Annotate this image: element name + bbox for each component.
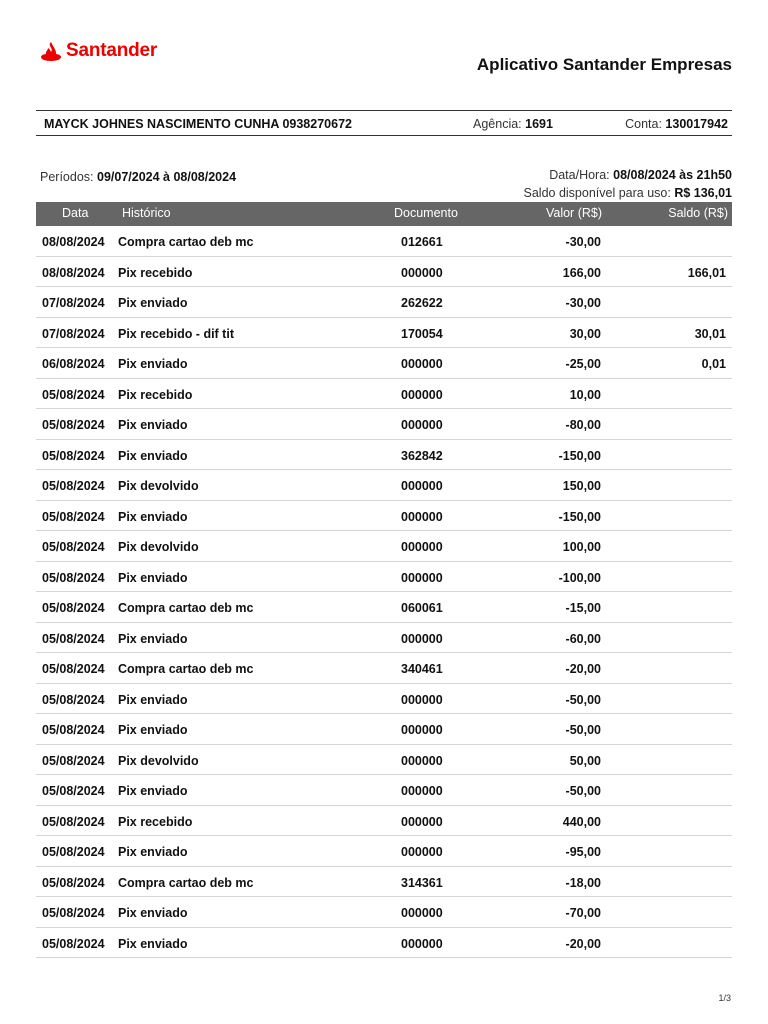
- conta-value: 130017942: [665, 117, 728, 131]
- table-row: [36, 806, 732, 837]
- cell-documento: 170054: [401, 326, 443, 341]
- cell-historico: Pix enviado: [118, 418, 188, 432]
- table-row: [36, 470, 732, 501]
- cell-data: 05/08/2024: [42, 784, 105, 798]
- period-value: 09/07/2024 à 08/08/2024: [97, 170, 237, 184]
- available-balance-label: Saldo disponível para uso:: [523, 186, 671, 200]
- column-header-historico: Histórico: [122, 206, 171, 220]
- cell-documento: 000000: [401, 509, 443, 524]
- flame-icon: [40, 40, 62, 62]
- table-row: [36, 501, 732, 532]
- available-balance-value: R$ 136,01: [674, 186, 732, 200]
- cell-historico: Pix enviado: [118, 784, 188, 798]
- cell-historico: Pix enviado: [118, 357, 188, 371]
- cell-historico: Pix recebido: [118, 387, 193, 402]
- cell-historico: Pix enviado: [118, 631, 188, 646]
- cell-valor: -150,00: [558, 509, 601, 524]
- table-row: [36, 562, 732, 593]
- cell-valor: 10,00: [569, 387, 601, 402]
- cell-documento: 000000: [401, 936, 443, 951]
- cell-valor: -50,00: [565, 692, 601, 707]
- table-row: [36, 531, 732, 562]
- cell-data: 05/08/2024: [42, 631, 105, 646]
- cell-data: 08/08/2024: [42, 235, 105, 249]
- cell-valor: -150,00: [558, 448, 601, 463]
- cell-historico: Compra cartao deb mc: [118, 601, 254, 615]
- table-row: [36, 257, 732, 288]
- cell-data: 05/08/2024: [42, 662, 105, 676]
- page-number: 1/3: [718, 993, 731, 1003]
- cell-data: 05/08/2024: [42, 479, 105, 493]
- table-row: [36, 348, 732, 379]
- santander-logo: [40, 38, 157, 64]
- cell-data: 07/08/2024: [42, 296, 105, 310]
- cell-documento: 000000: [401, 570, 443, 585]
- table-row: [36, 653, 732, 684]
- cell-historico: Pix devolvido: [118, 753, 199, 768]
- cell-valor: 100,00: [562, 540, 601, 554]
- cell-historico: Pix devolvido: [118, 540, 199, 554]
- agencia-value: 1691: [525, 117, 553, 131]
- cell-data: 05/08/2024: [42, 448, 105, 463]
- cell-documento: 000000: [401, 753, 443, 768]
- cell-valor: -25,00: [565, 357, 601, 371]
- cell-data: 05/08/2024: [42, 601, 105, 615]
- cell-historico: Pix recebido - dif tit: [118, 326, 234, 341]
- table-row: [36, 379, 732, 410]
- table-row: [36, 226, 732, 257]
- cell-valor: 50,00: [569, 753, 601, 768]
- cell-valor: -30,00: [565, 296, 601, 310]
- cell-data: 05/08/2024: [42, 509, 105, 524]
- column-header-valor: Valor (R$): [545, 206, 602, 220]
- conta-label: Conta:: [625, 117, 662, 131]
- cell-documento: 314361: [401, 875, 443, 890]
- column-header-data: Data: [62, 206, 89, 220]
- cell-valor: 166,00: [562, 265, 601, 280]
- cell-saldo: 0,01: [701, 357, 726, 371]
- datetime-label: Data/Hora:: [549, 168, 610, 182]
- cell-documento: 012661: [401, 235, 443, 249]
- cell-documento: 000000: [401, 540, 443, 554]
- cell-documento: 000000: [401, 784, 443, 798]
- period: [40, 170, 236, 184]
- cell-historico: Pix enviado: [118, 296, 188, 310]
- table-row: [36, 867, 732, 898]
- cell-valor: -20,00: [565, 936, 601, 951]
- cell-data: 05/08/2024: [42, 387, 105, 402]
- account-holder: MAYCK JOHNES NASCIMENTO CUNHA 0938270672: [44, 117, 352, 131]
- cell-historico: Pix enviado: [118, 723, 188, 737]
- cell-historico: Pix enviado: [118, 845, 188, 859]
- cell-documento: 000000: [401, 814, 443, 829]
- cell-data: 05/08/2024: [42, 723, 105, 737]
- cell-valor: -95,00: [565, 845, 601, 859]
- statement-table: [36, 202, 732, 958]
- cell-data: 05/08/2024: [42, 936, 105, 951]
- table-header: [36, 202, 732, 226]
- cell-historico: Compra cartao deb mc: [118, 235, 254, 249]
- cell-valor: -100,00: [558, 570, 601, 585]
- table-row: [36, 440, 732, 471]
- table-row: [36, 836, 732, 867]
- cell-historico: Pix enviado: [118, 692, 188, 707]
- table-row: [36, 745, 732, 776]
- cell-data: 05/08/2024: [42, 570, 105, 585]
- cell-data: 07/08/2024: [42, 326, 105, 341]
- cell-valor: -80,00: [565, 418, 601, 432]
- cell-data: 08/08/2024: [42, 265, 105, 280]
- cell-valor: -18,00: [565, 875, 601, 890]
- available-balance: [524, 186, 733, 200]
- cell-historico: Pix enviado: [118, 570, 188, 585]
- table-row: [36, 928, 732, 959]
- cell-valor: -20,00: [565, 662, 601, 676]
- table-row: [36, 318, 732, 349]
- cell-documento: 000000: [401, 723, 443, 737]
- table-row: [36, 287, 732, 318]
- cell-documento: 362842: [401, 448, 443, 463]
- cell-valor: -70,00: [565, 906, 601, 920]
- cell-documento: 060061: [401, 601, 443, 615]
- cell-documento: 000000: [401, 906, 443, 920]
- cell-valor: -30,00: [565, 235, 601, 249]
- cell-data: 05/08/2024: [42, 875, 105, 890]
- cell-historico: Compra cartao deb mc: [118, 662, 254, 676]
- cell-documento: 262622: [401, 296, 443, 310]
- cell-documento: 000000: [401, 845, 443, 859]
- cell-data: 06/08/2024: [42, 357, 105, 371]
- table-row: [36, 684, 732, 715]
- cell-historico: Pix devolvido: [118, 479, 199, 493]
- brand-name: Santander: [66, 40, 158, 61]
- cell-documento: 000000: [401, 692, 443, 707]
- cell-historico: Pix enviado: [118, 936, 188, 951]
- cell-documento: 000000: [401, 418, 443, 432]
- cell-historico: Pix enviado: [118, 448, 188, 463]
- cell-data: 05/08/2024: [42, 540, 105, 554]
- table-row: [36, 592, 732, 623]
- cell-valor: 150,00: [562, 479, 601, 493]
- cell-documento: 000000: [401, 387, 443, 402]
- table-row: [36, 714, 732, 745]
- cell-data: 05/08/2024: [42, 845, 105, 859]
- account-bar: [36, 110, 732, 136]
- cell-data: 05/08/2024: [42, 814, 105, 829]
- cell-data: 05/08/2024: [42, 906, 105, 920]
- table-row: [36, 775, 732, 806]
- table-body: [36, 226, 732, 958]
- cell-valor: 30,00: [569, 326, 601, 341]
- cell-valor: -60,00: [565, 631, 601, 646]
- cell-historico: Pix enviado: [118, 906, 188, 920]
- agencia: [473, 117, 553, 131]
- cell-valor: -15,00: [565, 601, 601, 615]
- datetime-value: 08/08/2024 às 21h50: [613, 168, 732, 182]
- table-row: [36, 409, 732, 440]
- cell-documento: 000000: [401, 265, 443, 280]
- cell-historico: Pix recebido: [118, 265, 193, 280]
- table-row: [36, 623, 732, 654]
- cell-documento: 340461: [401, 662, 443, 676]
- cell-documento: 000000: [401, 357, 443, 371]
- table-row: [36, 897, 732, 928]
- cell-historico: Pix enviado: [118, 509, 188, 524]
- column-header-saldo: Saldo (R$): [668, 206, 728, 220]
- cell-valor: -50,00: [565, 784, 601, 798]
- period-label: Períodos:: [40, 170, 94, 184]
- conta: [625, 117, 728, 131]
- cell-valor: -50,00: [565, 723, 601, 737]
- agencia-label: Agência:: [473, 117, 522, 131]
- cell-documento: 000000: [401, 631, 443, 646]
- cell-saldo: 166,01: [687, 265, 726, 280]
- cell-saldo: 30,01: [694, 326, 726, 341]
- cell-documento: 000000: [401, 479, 443, 493]
- app-title: Aplicativo Santander Empresas: [476, 55, 732, 74]
- cell-historico: Pix recebido: [118, 814, 193, 829]
- datetime: [549, 168, 732, 182]
- cell-historico: Compra cartao deb mc: [118, 875, 254, 890]
- cell-valor: 440,00: [562, 814, 601, 829]
- cell-data: 05/08/2024: [42, 753, 105, 768]
- cell-data: 05/08/2024: [42, 418, 105, 432]
- cell-data: 05/08/2024: [42, 692, 105, 707]
- column-header-documento: Documento: [394, 206, 458, 220]
